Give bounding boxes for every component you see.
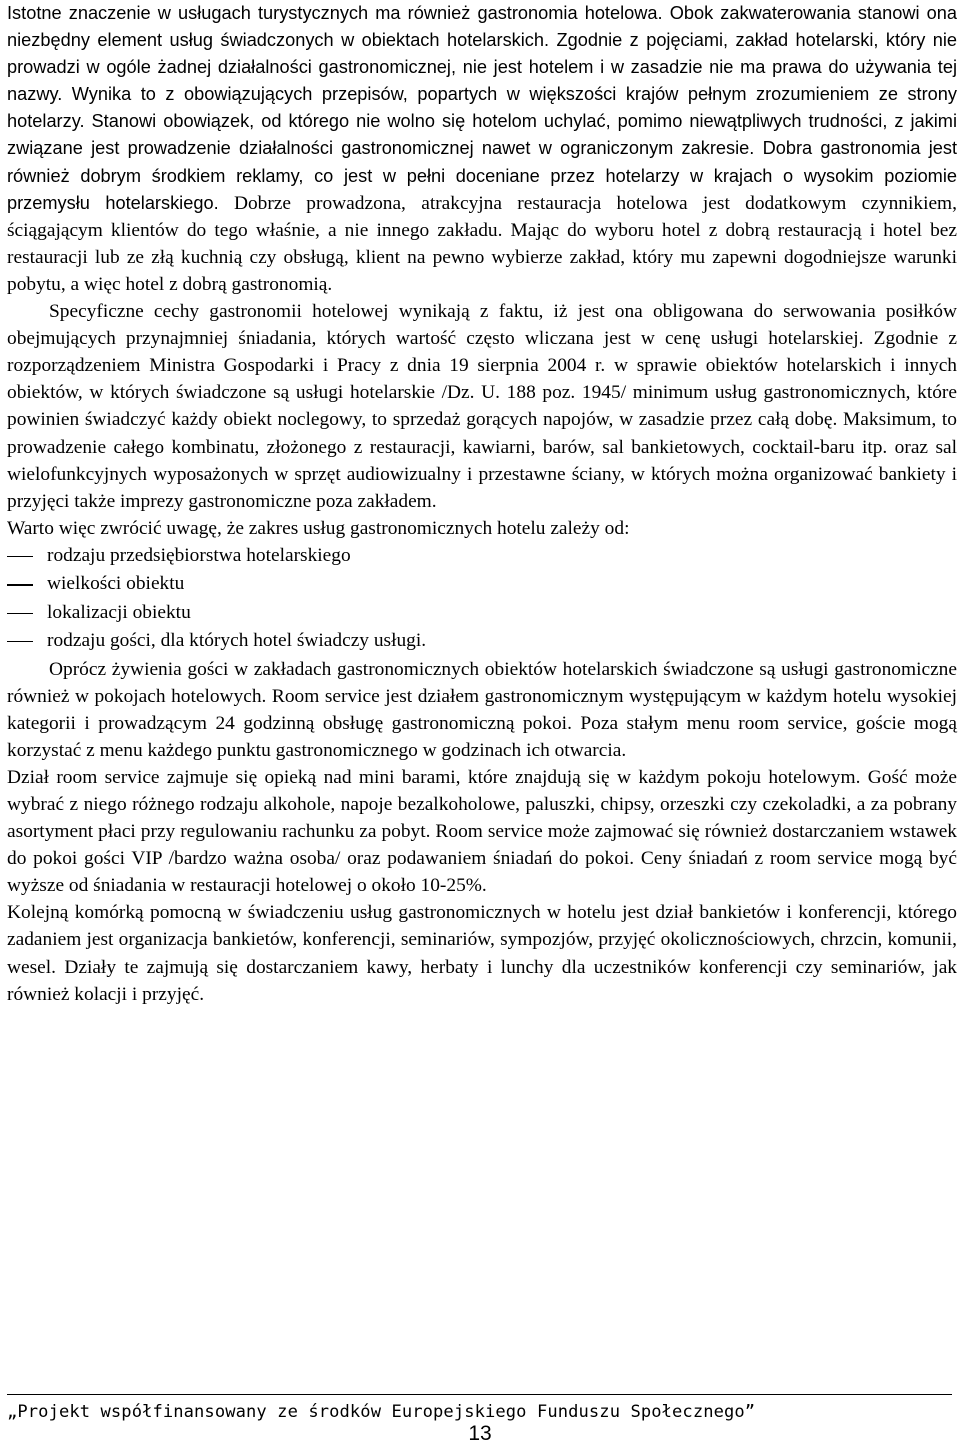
list-item-text: wielkości obiektu bbox=[47, 573, 185, 595]
list-item bbox=[7, 570, 957, 598]
paragraph-intro-sans-text: Istotne znaczenie w usługach turystycznych ma również gastronomia hotelowa. Obok zakwaterowania stanowi ona niezbędny element usług świadczonych w obiektach hotelarskich. Zgodnie z pojęciami, zakład hotelarski, który nie prowadzi w ogóle żadnej działalności gastronomicznej, nie jest hotelem i w zasadzie nie ma prawa do używania tej nazwy. Wynika to z obowiązujących przepisów, popartych w większości krajów pełnym zrozumieniem ze strony hotelarzy. Stanowi obowiązek, od którego nie wolno się hotelom uchylać, pomimo niewątpliwych trudności, z jakimi związane jest prowadzenie działalności gastronomicznej nawet w ograniczonym zakresie. Dobra gastronomia jest również dobrym środkiem reklamy, co jest w pełni doceniane przez hotelarzy w krajach o wysokim poziomie przemysłu hotelarskiego. bbox=[7, 3, 957, 213]
paragraph-specific-features: Specyficzne cechy gastronomii hotelowej wynikają z faktu, iż jest ona obligowana do serwowania posiłków obejmujących przynajmniej śniadania, których wartość często wliczana jest w cenę usługi hotelarskiej. Zgodnie z rozporządzeniem Ministra Gospodarki i Pracy z dnia 19 sierpnia 2004 r. w sprawie obiektów hotelarskich i innych obiektów, w których świadczone są usługi hotelarskie /Dz. U. 188 poz. 1945/ minimum usług gastronomicznych, które powinien świadczyć każdy obiekt noclegowy, to sprzedaż gorących napojów, w zasadzie przez całą dobę. Maksimum, to prowadzenie całego kombinatu, złożonego z restauracji, kawiarni, barów, sal bankietowych, cocktail-baru itp. oraz sal wielofunkcyjnych wyposażonych w sprzęt audiowizualny i przestawne ściany, w których można organizować bankiety i przyjęci także imprezy gastronomiczne poza zakładem. bbox=[7, 301, 957, 512]
list-item-text: lokalizacji obiektu bbox=[47, 601, 191, 623]
paragraph-scope-intro: Warto więc zwrócić uwagę, że zakres usług gastronomicznych hotelu zależy od: bbox=[7, 517, 630, 539]
paragraph-room-service: Oprócz żywienia gości w zakładach gastronomicznych obiektów hotelarskich świadczone są usługi gastronomiczne również w pokojach hotelowych. Room service jest działem gastronomicznym występującym w każdym hotelu wysokiej kategorii i prowadzącym 24 godzinną obsługę gastronomiczną pokoi. Poza stałym menu room service, goście mogą korzystać z menu każdego punktu gastronomicznego w godzinach ich otwarcia. bbox=[7, 658, 957, 761]
page-number: 13 bbox=[468, 1422, 492, 1445]
paragraph-gastronomy-intro bbox=[7, 0, 957, 298]
list-item-text: rodzaju gości, dla których hotel świadczy usługi. bbox=[47, 630, 427, 652]
scope-factors-list bbox=[7, 542, 957, 656]
paragraph-intro-serif-text: Dobrze prowadzona, atrakcyjna restauracja hotelowa jest dodatkowym czynnikiem, ściągającym klientów do tego właśnie, a nie innego zakładu. Mając do wyboru hotel z dobrą restauracją i hotel bez restauracji lub ze złą kuchnią czy obsługą, klient na pewno wybierze zakład, który mu zapewni dogodniejsze warunki pobytu, a więc hotel z dobrą gastronomią. bbox=[7, 192, 957, 295]
document-page bbox=[7, 0, 957, 1008]
footer-divider bbox=[7, 1394, 952, 1395]
list-item bbox=[7, 627, 957, 655]
list-item-text: rodzaju przedsiębiorstwa hotelarskiego bbox=[47, 544, 351, 566]
list-item bbox=[7, 542, 957, 570]
paragraph-minibar: Dział room service zajmuje się opieką nad mini barami, które znajdują się w każdym pokoju hotelowym. Gość może wybrać z niego różnego rodzaju alkohole, napoje bezalkoholowe, paluszki, chipsy, orzeszki czy czekoladki, a za pobrany asortyment płaci przy regulowaniu rachunku za pobyt. Room service może zajmować się również dostarczaniem wstawek do pokoi gości VIP /bardzo ważna osoba/ oraz podawaniem śniadań do pokoi. Ceny śniadań z room service mogą być wyższe od śniadania w restauracji hotelowej o około 10-25%. bbox=[7, 766, 957, 897]
paragraph-banquets: Kolejną komórką pomocną w świadczeniu usług gastronomicznych w hotelu jest dział bankietów i konferencji, którego zadaniem jest organizacja bankietów, konferencji, seminariów, sympozjów, przyjęć okolicznościowych, chrzcin, komunii, wesel. Działy te zajmują się dostarczaniem kawy, herbaty i lunchy dla uczestników konferencji czy seminariów, jak również kolacji i przyjęć. bbox=[7, 902, 957, 1005]
list-item bbox=[7, 599, 957, 627]
footer-project-note: „Projekt współfinansowany ze środków Europejskiego Funduszu Społecznego” bbox=[7, 1402, 756, 1422]
